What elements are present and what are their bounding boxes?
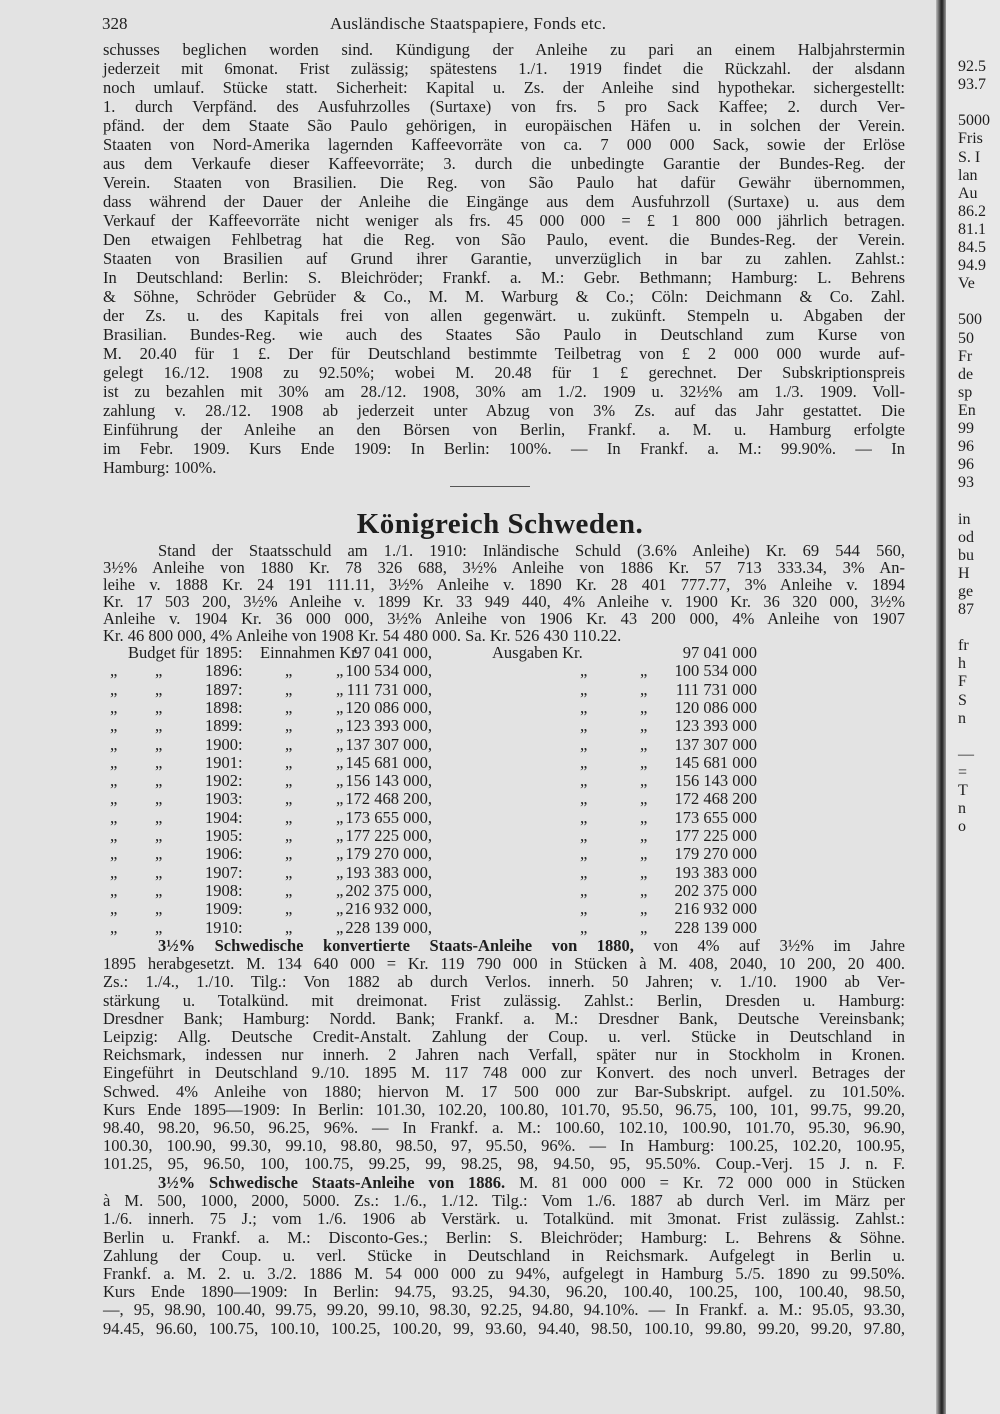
ditto-mark: „: [110, 752, 118, 772]
loan-title: 3½% Schwedische konvertierte Staats-Anleihe von 1880,: [158, 936, 634, 955]
adjacent-page-text-fragment: ge: [958, 582, 974, 600]
text-line: Eingeführt in Deutschland 9./10. 1895 M. 117 748 000 zur Konvert. des noch unverl. Betrages der: [103, 1063, 905, 1083]
adjacent-page-text-fragment: T: [958, 782, 968, 799]
budget-year: 1895:: [205, 643, 243, 662]
budget-income: 228 139 000,: [345, 917, 432, 937]
ditto-mark: „: [580, 880, 588, 900]
budget-income: 123 393 000,: [345, 716, 432, 736]
adjacent-page-text-fragment: bu: [958, 546, 974, 564]
adjacent-page-text-fragment: 94.9: [958, 257, 986, 275]
ditto-mark: „: [640, 899, 648, 919]
loan-heading-rest: von 4% auf 3½% im Jahre: [653, 936, 906, 955]
text-line: 1./6. innerh. 75 J.; vom 1./6. 1906 ab Verstärk. u. Totalkünd. mit 3monat. Frist zulässig. Zahlst.:: [103, 1209, 905, 1229]
ditto-mark: „: [336, 771, 344, 791]
text-line: Einführung der Anleihe an den Börsen von Berlin, Frankf. a. M. u. Hamburg erfolgte: [103, 420, 905, 439]
ditto-mark: „: [110, 789, 118, 809]
ditto-mark: „: [110, 661, 118, 681]
ditto-mark: „: [580, 697, 588, 717]
adjacent-page-text-fragment: 86.2: [958, 202, 986, 220]
budget-year: 1901:: [205, 752, 243, 772]
ditto-mark: „: [640, 880, 648, 900]
budget-year: 1906:: [205, 844, 243, 864]
text-line: Schwed. 4% Anleihe von 1880; hiervon M. 17 500 000 zur Bar-Subskript. aufgel. zu 101.50%.: [103, 1081, 905, 1101]
adjacent-page-text-fragment: de: [958, 365, 974, 383]
text-line: Brasilian. Bundes-Reg. wie auch des Staates São Paulo in Deutschland zum Kurse von: [103, 325, 905, 344]
ditto-mark: „: [155, 716, 163, 736]
text-line: stärkung u. Totalkünd. mit dreimonat. Frist zulässig. Zahlst.: Berlin, Dresden u. Hamburg:: [103, 990, 905, 1010]
adjacent-page-text-fragment: F: [958, 673, 967, 691]
text-line: Kurs Ende 1890—1909: In Berlin: 94.75, 93.25, 94.30, 96.20, 100.40, 100.25, 100, 100.40, 98.50,: [103, 1282, 905, 1302]
ditto-mark: „: [640, 844, 648, 864]
budget-expenses: 177 225 000: [674, 826, 757, 845]
ditto-mark: „: [336, 661, 344, 681]
ditto-mark: „: [110, 697, 118, 717]
adjacent-page-text-fragment: 93.7: [958, 76, 986, 94]
budget-income: 202 375 000,: [345, 880, 432, 900]
budget-expenses: 123 393 000: [674, 716, 757, 736]
ditto-mark: „: [110, 679, 118, 699]
budget-expenses: 100 534 000: [674, 661, 757, 681]
budget-expenses: 137 307 000: [674, 734, 757, 754]
ditto-mark: „: [580, 844, 588, 864]
text-line: Anleihe v. 1904 Kr. 36 000 000, 3½% Anleihe von 1906 Kr. 43 200 000, 4% Anleihe von 1907: [103, 609, 905, 628]
ditto-mark: „: [110, 826, 118, 845]
adjacent-page-text-fragment: S. I: [958, 148, 981, 166]
adjacent-page-text-fragment: 500: [958, 311, 982, 329]
ditto-mark: „: [285, 661, 293, 681]
adjacent-page-text-fragment: n: [958, 709, 966, 727]
budget-expenses: 179 270 000: [674, 844, 757, 864]
text-line: 1. durch Verpfänd. des Ausfuhrzolles (Surtaxe) von frs. 5 pro Sack Kaffee; 2. durch Ver-: [103, 97, 905, 116]
ditto-mark: „: [155, 826, 163, 845]
ditto-mark: „: [580, 734, 588, 754]
ditto-mark: „: [155, 844, 163, 864]
budget-income: 100 534 000,: [345, 661, 432, 681]
text-line: schusses beglichen worden sind. Kündigung der Anleihe zu pari an einem Halbjahrstermin: [103, 40, 905, 59]
ditto-mark: „: [285, 807, 293, 827]
ditto-mark: „: [110, 807, 118, 827]
budget-year: 1907:: [205, 862, 243, 882]
text-line: pfänd. der dem Staate São Paulo gehörigen, in europäischen Häfen u. in solchen der Verein.: [103, 116, 905, 135]
ditto-mark: „: [640, 679, 648, 699]
budget-income: 193 383 000,: [345, 862, 432, 882]
ditto-mark: „: [110, 880, 118, 900]
text-line: Leipzig: Allg. Deutsche Credit-Anstalt. Zahlung der Coup. u. verl. Stücke in Deutschland in: [103, 1027, 905, 1046]
loan-heading: [158, 937, 905, 955]
adjacent-page-text-fragment: Fris: [958, 130, 983, 148]
text-line: 94.45, 96.60, 100.75, 100.10, 100.25, 100.20, 99, 93.60, 94.40, 98.50, 100.10, 99.80, 99.20, 99.20, 97.80,: [103, 1318, 905, 1338]
adjacent-page-text-fragment: Fr: [958, 347, 973, 365]
book-gutter: [936, 0, 946, 1414]
text-line: 101.25, 95, 96.50, 100, 100.75, 99.25, 99, 98.25, 98, 94.50, 95, 95.50%. Coup.-Verj. 15 J. n. F.: [103, 1154, 905, 1174]
ditto-mark: „: [336, 716, 344, 736]
adjacent-page-text-fragment: =: [958, 763, 968, 781]
section-divider: [450, 486, 530, 487]
ditto-mark: „: [285, 697, 293, 717]
text-line: jederzeit mit 6monat. Frist zulässig; spätestens 1./1. 1919 findet die Rückzahl. der alsdann: [103, 59, 905, 78]
text-line: 1895 herabgesetzt. M. 134 640 000 = Kr. 119 790 000 in Stücken à M. 408, 2040, 10 200, 20 400.: [103, 954, 905, 974]
ditto-mark: „: [580, 789, 588, 809]
loan-title: 3½% Schwedische Staats-Anleihe von 1886.: [158, 1173, 506, 1192]
ditto-mark: „: [640, 771, 648, 791]
budget-year: 1905:: [205, 826, 243, 845]
ditto-mark: „: [336, 844, 344, 864]
ditto-mark: „: [155, 697, 163, 717]
ditto-mark: „: [155, 880, 163, 900]
adjacent-page-text-fragment: Au: [958, 184, 978, 202]
budget-income: 97 041 000,: [353, 643, 432, 662]
budget-expenses: 97 041 000: [682, 643, 757, 662]
text-line: Staaten von Nord-Amerika lagernden Kaffeevorräte von ca. 7 000 000 Sack, sowie der Erlöse: [103, 135, 905, 154]
text-line: der Zs. u. des Kapitals frei von allen gegenwärt. u. zukünft. Stempeln u. Abgaben der: [103, 306, 905, 325]
adjacent-page-text-fragment: 99: [958, 420, 974, 437]
adjacent-page-text-fragment: n: [958, 800, 966, 818]
text-line: à M. 500, 1000, 2000, 5000. Zs.: 1./6., 1./12. Tilg.: Vom 1./6. 1887 ab durch Verl. im März per: [103, 1191, 905, 1211]
text-line: Frankf. a. M. 2. u. 3./2. 1886 M. 54 000 000 zu 94%, aufgelegt in Hamburg 5./5. 1890 zu 99.50%.: [103, 1264, 905, 1283]
ditto-mark: „: [580, 826, 588, 845]
adjacent-page-text-fragment: S: [958, 691, 967, 709]
text-line: Zs.: 1./4., 1./10. Tilg.: Von 1882 ab durch Verlos. innerh. 50 Jahren; v. 1./10. 1900 ab Ver-: [103, 972, 905, 992]
ditto-mark: „: [580, 862, 588, 882]
ditto-mark: „: [640, 917, 648, 937]
text-line: Kr. 46 800 000, 4% Anleihe von 1908 Kr. 54 480 000. Sa. Kr. 526 430 110.22.: [103, 626, 622, 645]
adjacent-page-text-fragment: lan: [958, 166, 978, 184]
adjacent-page-text-fragment: fr: [958, 637, 969, 655]
adjacent-page-text-fragment: 96: [958, 438, 974, 456]
adjacent-page-text-fragment: 84.5: [958, 239, 986, 256]
adjacent-page-text-fragment: 87: [958, 601, 974, 618]
adjacent-page-text-fragment: h: [958, 655, 966, 673]
text-line: 100.30, 100.90, 99.30, 99.10, 98.80, 98.50, 97, 95.50, 96%. — In Hamburg: 100.25, 102.20, 100.95,: [103, 1136, 905, 1156]
adjacent-page-text-fragment: 96: [958, 456, 974, 474]
adjacent-page-text-fragment: En: [958, 401, 976, 419]
budget-expenses: 156 143 000: [674, 771, 757, 791]
ditto-mark: „: [155, 899, 163, 919]
text-line: im Febr. 1909. Kurs Ende 1909: In Berlin: 100%. — In Frankf. a. M.: 99.90%. — In: [103, 439, 905, 458]
text-line: & Söhne, Schröder Gebrüder & Co., M. M. Warburg & Co.; Cöln: Deichmann & Co. Zahl.: [103, 287, 905, 306]
ditto-mark: „: [336, 880, 344, 900]
budget-year: 1898:: [205, 697, 243, 717]
budget-year: 1909:: [205, 899, 243, 919]
text-line: dass während der Dauer der Anleihe die Eingänge aus dem Ausfuhrzoll (Surtaxe) u. aus dem: [103, 192, 905, 211]
text-line: leihe v. 1888 Kr. 24 191 111.11, 3½% Anleihe v. 1890 Kr. 28 401 777.77, 3% Anleihe v. 1894: [103, 575, 905, 594]
ditto-mark: „: [640, 716, 648, 736]
ditto-mark: „: [285, 716, 293, 736]
text-line: Verkauf der Kaffeevorräte nicht weniger als frs. 45 000 000 = £ 1 800 000 jährlich betragen.: [103, 211, 905, 230]
text-line: —, 95, 98.90, 100.40, 99.75, 99.20, 99.10, 98.30, 92.25, 94.80, 94.10%. — In Frankf. a. M.: 95.05, 93.30,: [103, 1300, 905, 1320]
ditto-mark: „: [285, 734, 293, 754]
adjacent-page-text-fragment: H: [958, 564, 970, 582]
page-number: 328: [102, 14, 128, 33]
text-line: Berlin u. Frankf. a. M.: Disconto-Ges.; Berlin: S. Bleichröder; Hamburg: L. Behrens & Söhne.: [103, 1227, 905, 1247]
ditto-mark: „: [285, 679, 293, 699]
ditto-mark: „: [155, 771, 163, 791]
ditto-mark: „: [336, 917, 344, 937]
ditto-mark: „: [285, 844, 293, 864]
budget-expenses: 173 655 000: [674, 807, 757, 827]
ditto-mark: „: [155, 661, 163, 681]
budget-year: 1899:: [205, 716, 243, 736]
text-line: In Deutschland: Berlin: S. Bleichröder; Frankf. a. M.: Gebr. Bethmann; Hamburg: L. Behrens: [103, 268, 905, 287]
loan-heading-rest: M. 81 000 000 = Kr. 72 000 000 in Stücken: [519, 1173, 906, 1192]
text-line: Kr. 17 503 200, 3½% Anleihe v. 1899 Kr. 33 949 440, 4% Anleihe v. 1900 Kr. 36 320 000, 3½%: [103, 592, 905, 611]
adjacent-page-text-fragment: in: [958, 510, 971, 528]
text-line: Hamburg: 100%.: [103, 458, 217, 477]
ditto-mark: „: [110, 734, 118, 754]
budget-income: 137 307 000,: [345, 734, 432, 754]
ditto-mark: „: [336, 752, 344, 772]
text-line: M. 20.40 für 1 £. Der für Deutschland bestimmte Teilbetrag von £ 2 000 000 wurde auf-: [103, 344, 905, 363]
budget-expenses: 202 375 000: [674, 880, 757, 900]
ditto-mark: „: [110, 716, 118, 736]
ditto-mark: „: [336, 789, 344, 809]
ditto-mark: „: [580, 807, 588, 827]
text-line: Reichsmark, indessen nur innerh. 2 Jahren nach Verfall, später nur in Stockholm in Kronen.: [103, 1045, 905, 1065]
running-title: Ausländische Staatspapiere, Fonds etc.: [330, 14, 607, 33]
adjacent-page-text-fragment: 50: [958, 329, 974, 347]
budget-year: 1896:: [205, 661, 243, 681]
ditto-mark: „: [640, 807, 648, 827]
budget-year: 1897:: [205, 679, 243, 699]
ditto-mark: „: [110, 917, 118, 937]
text-line: aus dem Verkaufe dieser Kaffeevorräte; 3. durch die unbedingte Garantie der Bundes-Reg. der: [103, 154, 905, 173]
adjacent-page-text-fragment: 5000: [958, 112, 990, 130]
text-line: Dresdner Bank; Hamburg: Nordd. Bank; Frankf. a. M.: Dresdner Bank, Deutsche Vereinsbank;: [103, 1008, 905, 1028]
text-line: noch umlauf. Stücke statt. Sicherheit: Kapital u. Zs. der Anleihe sind hypothekar. sichergestellt:: [103, 78, 905, 97]
ditto-mark: „: [285, 917, 293, 937]
text-line: Zahlung der Coup. u. verl. Stücke in Deutschland in Reichsmark. Aufgelegt in Berlin u.: [103, 1245, 905, 1265]
budget-expenses: 228 139 000: [674, 917, 757, 937]
expense-label: Ausgaben Kr.: [492, 643, 583, 662]
ditto-mark: „: [640, 862, 648, 882]
ditto-mark: „: [640, 697, 648, 717]
ditto-mark: „: [155, 807, 163, 827]
text-line: ist zu bezahlen mit 30% am 28./12. 1908, 30% am 1./2. 1909 u. 32½% am 1./3. 1909. Voll-: [103, 382, 905, 401]
budget-income: 145 681 000,: [345, 752, 432, 772]
text-line: Stand der Staatsschuld am 1./1. 1910: Inländische Schuld (3.6% Anleihe) Kr. 69 544 560,: [158, 541, 905, 560]
ditto-mark: „: [580, 661, 588, 681]
adjacent-page-text-fragment: 92.5: [958, 58, 986, 75]
ditto-mark: „: [580, 917, 588, 937]
text-line: Staaten von Brasilien auf Grund ihrer Garantie, unverzüglich in bar zu zahlen. Zahlst.:: [103, 249, 905, 268]
ditto-mark: „: [640, 661, 648, 681]
budget-income: 156 143 000,: [345, 771, 432, 791]
budget-income: 111 731 000,: [346, 679, 432, 699]
ditto-mark: „: [285, 752, 293, 772]
adjacent-page-text-fragment: 81.1: [958, 220, 986, 238]
budget-income: 179 270 000,: [345, 844, 432, 864]
ditto-mark: „: [155, 679, 163, 699]
budget-income: 216 932 000,: [345, 899, 432, 919]
budget-income: 172 468 200,: [345, 789, 432, 809]
ditto-mark: „: [155, 917, 163, 937]
ditto-mark: „: [580, 716, 588, 736]
ditto-mark: „: [285, 899, 293, 919]
budget-expenses: 145 681 000: [674, 752, 757, 772]
adjacent-page-text-fragment: Ve: [958, 275, 975, 293]
text-line: gelegt 16./12. 1908 zu 92.50%; wobei M. 20.48 für 1 £ gerechnet. Der Subskriptionspreis: [103, 363, 905, 382]
ditto-mark: „: [640, 826, 648, 845]
adjacent-page-text-fragment: o: [958, 818, 966, 836]
budget-income: 173 655 000,: [345, 807, 432, 827]
ditto-mark: „: [155, 734, 163, 754]
text-line: Den etwaigen Fehlbetrag hat die Reg. von São Paulo, event. die Bundes-Reg. der Verein.: [103, 230, 905, 249]
ditto-mark: „: [336, 807, 344, 827]
ditto-mark: „: [580, 771, 588, 791]
ditto-mark: „: [336, 679, 344, 699]
adjacent-page-text-fragment: —: [958, 745, 974, 763]
text-line: 3½% Anleihe von 1880 Kr. 78 326 688, 3½% Anleihe von 1886 Kr. 57 713 333.34, 3% An-: [103, 558, 905, 577]
ditto-mark: „: [580, 752, 588, 772]
ditto-mark: „: [155, 752, 163, 772]
ditto-mark: „: [336, 862, 344, 882]
adjacent-page-text-fragment: 93: [958, 474, 974, 492]
budget-expenses: 216 932 000: [674, 899, 757, 919]
budget-year: 1910:: [205, 917, 243, 937]
text-line: zahlung v. 28./12. 1908 ab jederzeit unter Abzug von 3% Zs. auf das Jahr gestattet. Die: [103, 401, 905, 420]
ditto-mark: „: [110, 771, 118, 791]
income-label: Einnahmen Kr.: [260, 643, 360, 662]
budget-year: 1902:: [205, 771, 243, 791]
ditto-mark: „: [580, 679, 588, 699]
ditto-mark: „: [285, 826, 293, 845]
ditto-mark: „: [285, 880, 293, 900]
ditto-mark: „: [155, 862, 163, 882]
adjacent-page-text-fragment: sp: [958, 383, 973, 401]
adjacent-page-edge: [946, 0, 1000, 1414]
budget-label: Budget für: [128, 643, 200, 662]
budget-expenses: 193 383 000: [674, 862, 757, 882]
ditto-mark: „: [155, 789, 163, 809]
ditto-mark: „: [336, 826, 344, 845]
section-title: Königreich Schweden.: [356, 508, 644, 540]
ditto-mark: „: [640, 789, 648, 809]
ditto-mark: „: [285, 862, 293, 882]
ditto-mark: „: [580, 899, 588, 919]
text-line: 98.40, 98.20, 96.50, 96.25, 96%. — In Frankf. a. M.: 100.60, 102.10, 100.90, 101.70, 95.30, 96.90,: [103, 1118, 905, 1137]
ditto-mark: „: [285, 789, 293, 809]
ditto-mark: „: [336, 899, 344, 919]
ditto-mark: „: [336, 697, 344, 717]
ditto-mark: „: [285, 771, 293, 791]
ditto-mark: „: [336, 734, 344, 754]
ditto-mark: „: [110, 844, 118, 864]
loan-heading: [158, 1174, 905, 1192]
budget-income: 120 086 000,: [345, 697, 432, 717]
budget-year: 1900:: [205, 734, 243, 754]
budget-year: 1908:: [205, 880, 243, 900]
ditto-mark: „: [640, 734, 648, 754]
adjacent-page-text-fragment: od: [958, 528, 974, 546]
budget-expenses: 111 731 000: [675, 679, 757, 699]
text-line: Verein. Staaten von Brasilien. Die Reg. von São Paulo hat dafür Gewähr übernommen,: [103, 173, 905, 192]
budget-expenses: 172 468 200: [674, 789, 757, 809]
budget-year: 1903:: [205, 789, 243, 809]
ditto-mark: „: [110, 899, 118, 919]
budget-income: 177 225 000,: [345, 826, 432, 845]
ditto-mark: „: [640, 752, 648, 772]
budget-year: 1904:: [205, 807, 243, 827]
ditto-mark: „: [110, 862, 118, 882]
text-line: Kurs Ende 1895—1909: In Berlin: 101.30, 102.20, 100.80, 101.70, 95.50, 96.75, 100, 101, 99.75, 99.20,: [103, 1099, 905, 1119]
budget-expenses: 120 086 000: [674, 697, 757, 717]
